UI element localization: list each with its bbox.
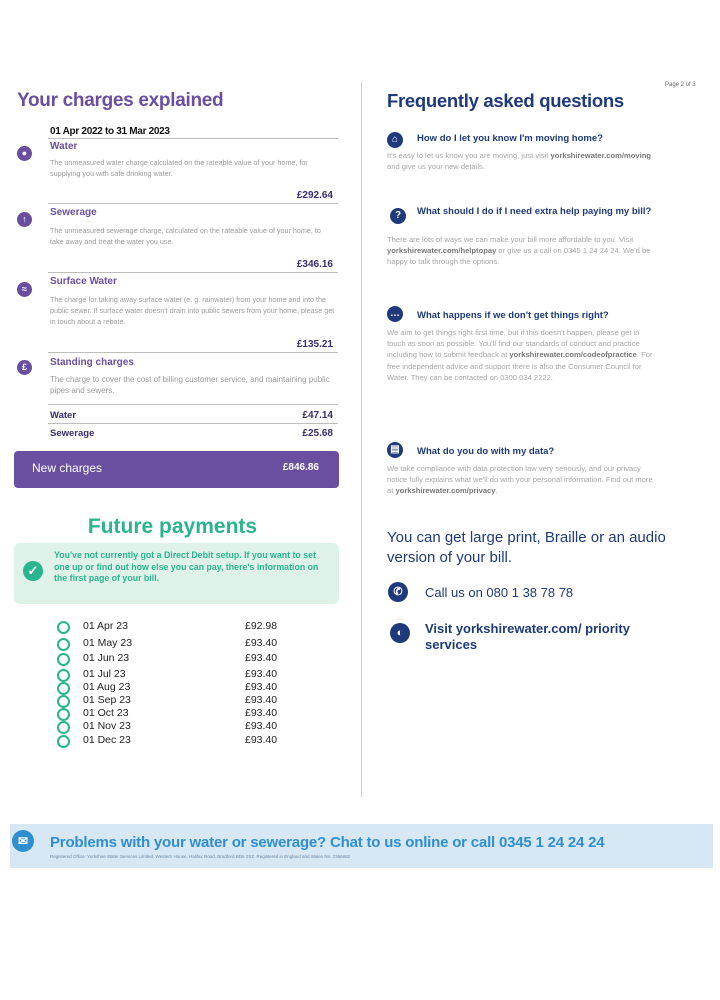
faq-link[interactable]: yorkshirewater.com/privacy [395, 486, 496, 496]
new-charges-label: New charges [32, 461, 103, 475]
payment-amount: £93.40 [245, 681, 278, 693]
globe-icon: ◐ [390, 623, 410, 643]
payment-row [0, 694, 360, 707]
house-icon: ⌂ [387, 132, 403, 148]
standing-water-amount: £47.14 [302, 410, 333, 421]
divider [48, 423, 338, 424]
payment-row [0, 681, 360, 694]
payment-amount: £93.40 [245, 734, 278, 746]
surface-water-amount: £135.21 [296, 339, 333, 350]
payment-date: 01 Aug 23 [83, 681, 131, 693]
payment-date: 01 May 23 [83, 637, 133, 649]
standing-charges-description: The charge to cover the cost of billing customer service, and maintaining public pipes and sewers. [50, 375, 330, 395]
payment-date: 01 Oct 23 [83, 707, 129, 719]
question-icon: ? [390, 208, 406, 224]
payment-ring-icon [57, 621, 70, 634]
new-charges-total [14, 451, 339, 488]
faq-question: How do I let you know I'm moving home? [417, 133, 603, 144]
payment-date: 01 Sep 23 [83, 694, 131, 706]
surface-water-icon: ≈ [17, 282, 32, 297]
standing-sewerage-label: Sewerage [50, 428, 95, 439]
speech-icon: … [387, 306, 403, 322]
payment-ring-icon [57, 735, 70, 748]
direct-debit-text: You've not currently got a Direct Debit setup. If you want to set one up or find out how else you can pay, there's information on the first page of your bill. [54, 550, 319, 583]
payment-row [0, 734, 360, 747]
payment-ring-icon [57, 721, 70, 734]
faq-question: What should I do if I need extra help paying my bill? [417, 206, 652, 217]
faq-heading: Frequently asked questions [387, 90, 624, 111]
payment-date: 01 Jul 23 [83, 668, 126, 680]
future-payments-heading: Future payments [87, 515, 258, 538]
payment-date: 01 Apr 23 [83, 620, 128, 632]
payment-date: 01 Nov 23 [83, 720, 131, 732]
faq-answer: We take compliance with data protection law very seriously, and our privacy notice fully explains what we'll do with your personal information. Find out more at yorkshirewater.com/privacy. [387, 464, 653, 496]
sewerage-amount: £346.16 [296, 259, 333, 270]
payment-amount: £93.40 [245, 637, 278, 649]
registration-text: Registered Office: Yorkshire Water Services Limited, Western House, Halifax Road, Bradford BD6 2SZ. Registered in England and Wales No. 2366682 [50, 854, 351, 859]
water-title: Water [50, 141, 78, 152]
direct-debit-notice [14, 543, 339, 604]
payment-row [0, 652, 360, 665]
page-number: Page 2 of 3 [665, 82, 696, 88]
check-icon: ✓ [23, 561, 43, 581]
sewerage-title: Sewerage [50, 207, 97, 218]
water-description: The unmeasured water charge calculated on the rateable value of your home, for supplying you with safe drinking water. [50, 158, 308, 178]
divider [48, 404, 338, 405]
surface-water-title: Surface Water [50, 276, 117, 287]
payment-row [0, 637, 360, 650]
payment-amount: £92.98 [245, 620, 278, 632]
divider [48, 203, 338, 204]
water-drop-icon: ● [17, 146, 32, 161]
data-icon: ▤ [387, 442, 403, 458]
call-us-text[interactable]: Call us on 080 1 38 78 78 [425, 585, 574, 600]
phone-icon: ✆ [388, 582, 408, 602]
standing-water-label: Water [50, 410, 77, 421]
sewerage-icon: ↑ [17, 212, 32, 227]
faq-link[interactable]: yorkshirewater.com/helptopay [387, 246, 497, 256]
faq-link[interactable]: yorkshirewater.com/moving [550, 151, 651, 160]
chat-icon: ✉ [12, 830, 34, 852]
payment-ring-icon [57, 653, 70, 666]
faq-answer: We aim to get things right first time, but if this doesn't happen, please get in touch as soon as possible. You'll find our standards of conduct and practice including how to submit feedback at yorkshirewater.com/codeofpractice. For free independent advice and support there is also the Consumer Council for Water. They can be contacted on 0300 034 2222. [387, 328, 653, 382]
faq-answer: There are lots of ways we can make your bill more affordable to you. Visit yorkshirewater.com/helptopay or give us a call on 0345 1 24 24 24. We'd be happy to talk through the options. [387, 235, 651, 267]
faq-question: What happens if we don't get things right? [417, 310, 609, 321]
payment-amount: £93.40 [245, 694, 278, 706]
billing-period: 01 Apr 2022 to 31 Mar 2023 [50, 126, 170, 137]
column-divider [361, 82, 362, 797]
divider [48, 352, 338, 353]
payment-ring-icon [57, 638, 70, 651]
surface-water-description: The charge for taking away surface water (e. g. rainwater) from your home and into the public sewer. If surface water doesn't drain into public sewers from your home, please get in touch about a rebate. [50, 295, 335, 326]
standing-sewerage-amount: £25.68 [302, 428, 333, 439]
sewerage-description: The unmeasured sewerage charge, calculated on the rateable value of your home, to take away and treat the water you use. [50, 226, 321, 246]
standing-charges-title: Standing charges [50, 357, 134, 368]
priority-services-link[interactable]: Visit yorkshirewater.com/ priority services [425, 621, 630, 652]
payment-date: 01 Dec 23 [83, 734, 131, 746]
payment-row [0, 720, 360, 733]
help-banner [10, 824, 713, 868]
faq-question: What do you do with my data? [417, 446, 555, 457]
payment-row [0, 668, 360, 681]
water-amount: £292.64 [296, 190, 333, 201]
payment-amount: £93.40 [245, 707, 278, 719]
standing-charges-icon: £ [17, 360, 32, 375]
payment-amount: £93.40 [245, 720, 278, 732]
payment-row [0, 620, 360, 633]
faq-answer: It's easy to let us know you are moving, just visit yorkshirewater.com/moving and give us your new details. [387, 151, 651, 172]
payment-amount: £93.40 [245, 652, 278, 664]
payment-row [0, 707, 360, 720]
payment-amount: £93.40 [245, 668, 278, 680]
banner-text[interactable]: Problems with your water or sewerage? Chat to us online or call 0345 1 24 24 24 [50, 834, 605, 851]
payment-date: 01 Jun 23 [83, 652, 130, 664]
new-charges-amount: £846.86 [282, 462, 319, 473]
divider [48, 272, 338, 273]
charges-heading: Your charges explained [17, 90, 224, 111]
faq-link[interactable]: yorkshirewater.com/codeofpractice [509, 350, 637, 360]
accessibility-notice: You can get large print, Braille or an audio version of your bill. [387, 529, 666, 566]
divider [48, 138, 338, 139]
